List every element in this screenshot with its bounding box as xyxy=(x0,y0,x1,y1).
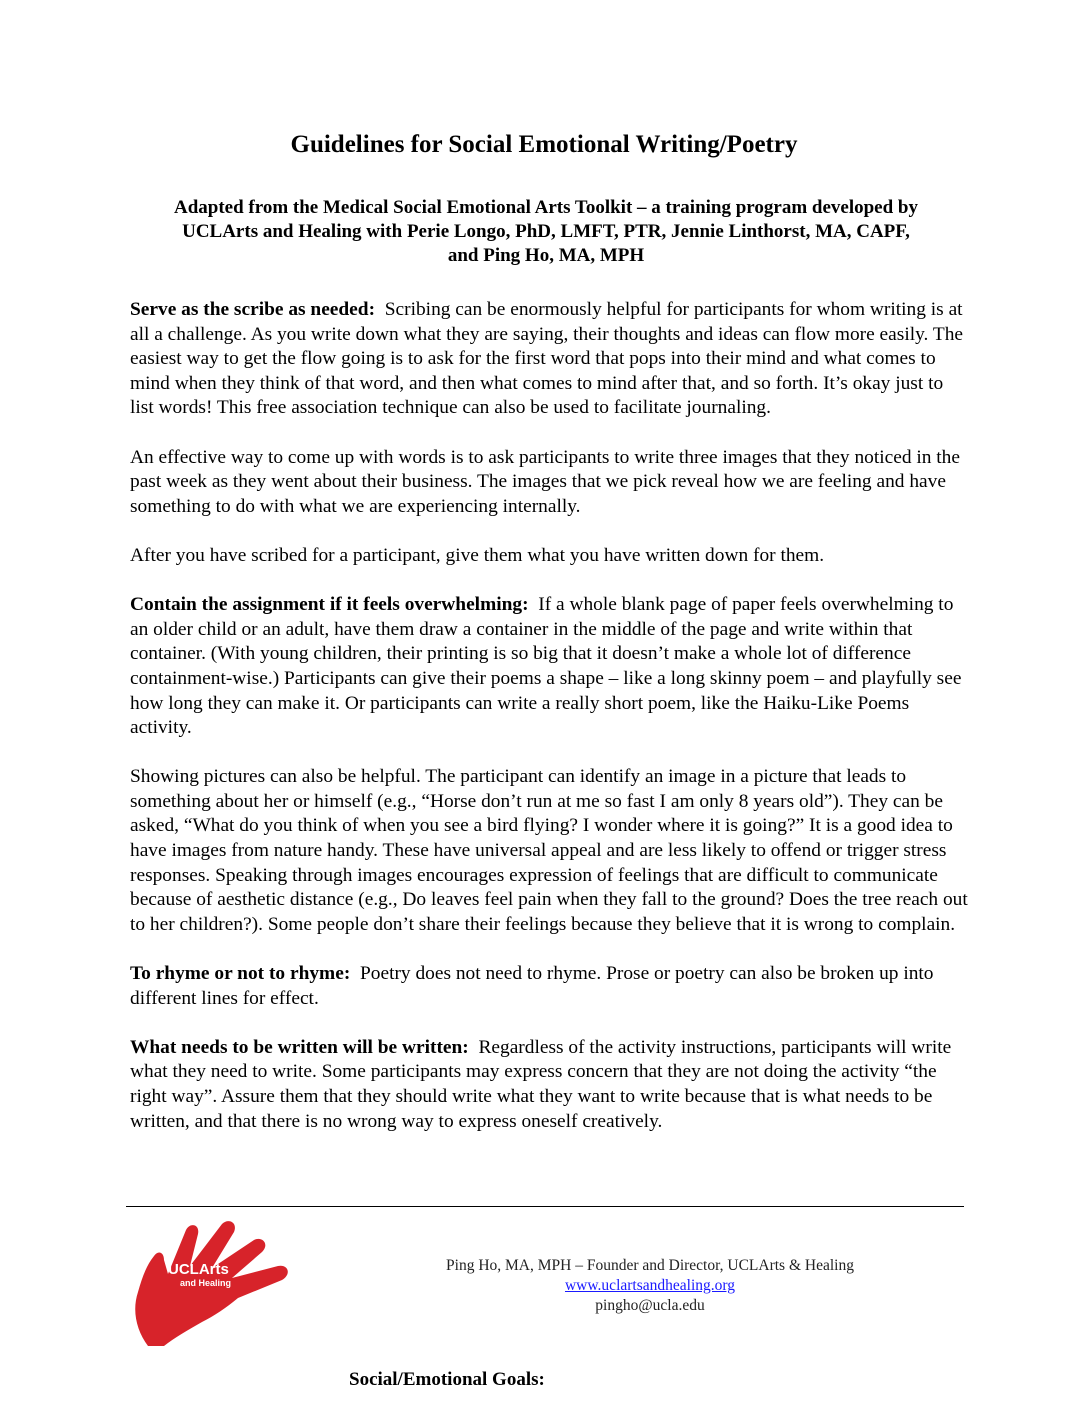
paragraph-images xyxy=(130,446,968,520)
goals-heading: Social/Emotional Goals: xyxy=(349,1369,545,1390)
paragraph-text: Scribing can be enormously helpful for participants for whom writing is at all a challenge. As you write down what they are saying, their thoughts and ideas can flow more easily. The easiest way to get the flow going is to ask for the first word that pops into their mind and what comes to mind when they think of that word, and then what comes to mind after that, and so forth. It’s okay just to list words! This free association technique can also be used to facilitate journaling. xyxy=(130,299,964,419)
document-title: Guidelines for Social Emotional Writing/Poetry xyxy=(290,131,798,158)
paragraph-text: An effective way to come up with words is to ask participants to write three images that they noticed in the past week as they went about their business. The images that we pick reveal how we are feeling and have something to do with what we are experiencing internally. xyxy=(130,446,960,517)
document-subtitle xyxy=(126,196,966,268)
paragraph-text: Showing pictures can also be helpful. The participant can identify an image in a picture that leads to something about her or himself (e.g., “Horse don’t run at me so fast I am only 8 years old”). They can be asked, “What do you think of when you see a bird flying? I wonder where it is going?” It is a good idea to have images from nature handy. These have universal appeal and are less likely to offend or trigger stress responses. Speaking through images encourages expression of feelings that are difficult to communicate because of aesthetic distance (e.g., Do leaves feel pain when they fall to the ground? Does the tree reach out to her children?). Some people don’t share their feelings because they believe that it is wrong to complain. xyxy=(130,766,968,935)
paragraph-rhyme xyxy=(130,962,968,1011)
paragraph-after-scribe xyxy=(130,544,968,569)
subtitle-line: UCLArts and Healing with Perie Longo, PhD, LMFT, PTR, Jennie Linthorst, MA, CAPF, xyxy=(182,221,910,242)
footer-divider xyxy=(126,1206,964,1207)
paragraph-text: If a whole blank page of paper feels overwhelming to an older child or an adult, have them draw a container in the middle of the page and write within that container. (With young children, their printing is so big that it doesn’t make a whole lot of difference containment-wise.) Participants can give their poems a shape – like a long skinny poem – and playfully see how long they can make it. Or participants can write a really short poem, like the Haiku-Like Poems activity. xyxy=(130,594,962,739)
uclarts-hand-logo xyxy=(128,1218,308,1348)
paragraph-pictures xyxy=(130,765,968,937)
paragraph-heading: Serve as the scribe as needed: xyxy=(130,299,376,320)
subtitle-line: and Ping Ho, MA, MPH xyxy=(447,245,645,266)
paragraph-heading: What needs to be written will be written: xyxy=(130,1036,469,1058)
paragraph-scribe xyxy=(130,298,968,421)
paragraph-text: After you have scribed for a participant, give them what you have written down for them. xyxy=(130,544,825,566)
paragraph-heading: Contain the assignment if it feels overwhelming: xyxy=(130,594,529,616)
logo-text-sub: and Healing xyxy=(180,1278,232,1288)
website-link[interactable]: www.uclartsandhealing.org xyxy=(564,1277,736,1294)
contact-line: Ping Ho, MA, MPH – Founder and Director, UCLArts & Healing xyxy=(446,1257,854,1274)
document-body xyxy=(130,298,968,1159)
footer-contact xyxy=(380,1256,920,1316)
logo-text-main: UCLArts xyxy=(168,1261,229,1278)
paragraph-contain xyxy=(130,593,968,741)
paragraph-text: Regardless of the activity instructions, participants will write what they need to write. Some participants may express concern that they are not doing the activity “the right way”. Assure them that they should write what they want to write because that is what needs to be written, and that there is no wrong way to express oneself creatively. xyxy=(130,1036,952,1132)
paragraph-heading: To rhyme or not to rhyme: xyxy=(130,963,351,985)
paragraph-written xyxy=(130,1036,968,1134)
subtitle-line: Adapted from the Medical Social Emotional Arts Toolkit – a training program developed by xyxy=(173,197,918,218)
paragraph-text: Poetry does not need to rhyme. Prose or poetry can also be broken up into different lines for effect. xyxy=(130,963,934,1009)
contact-email: pingho@ucla.edu xyxy=(595,1297,705,1314)
